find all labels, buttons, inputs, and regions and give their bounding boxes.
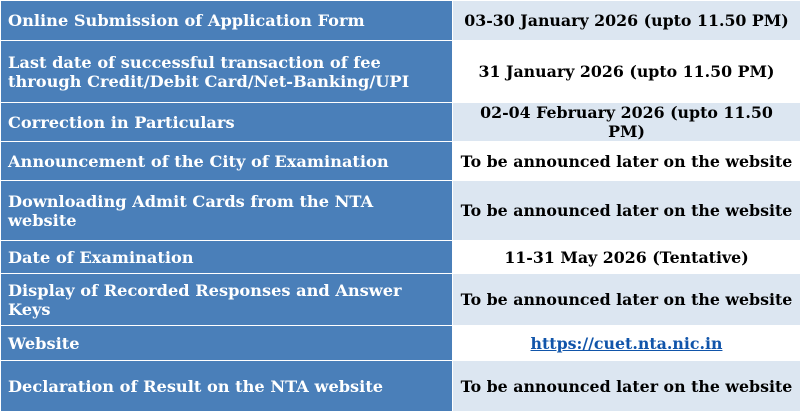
date-cell: 11-31 May 2026 (Tentative) [453, 241, 801, 274]
event-cell: Correction in Particulars [1, 103, 453, 142]
table-row [1, 1, 801, 41]
table-row [1, 41, 801, 103]
date-cell: To be announced later on the website [453, 142, 801, 181]
table-row [1, 181, 801, 241]
date-cell: To be announced later on the website [453, 361, 801, 412]
event-cell: Downloading Admit Cards from the NTA website [1, 181, 453, 241]
event-cell: Online Submission of Application Form [1, 1, 453, 41]
event-cell: Announcement of the City of Examination [1, 142, 453, 181]
table-row [1, 274, 801, 326]
table-row [1, 142, 801, 181]
table-row [1, 326, 801, 361]
event-cell: Display of Recorded Responses and Answer Keys [1, 274, 453, 326]
date-cell: To be announced later on the website [453, 181, 801, 241]
date-cell: 03-30 January 2026 (upto 11.50 PM) [453, 1, 801, 41]
event-cell: Last date of successful transaction of fee through Credit/Debit Card/Net-Banking/UPI [1, 41, 453, 103]
date-cell [453, 326, 801, 361]
event-cell: Website [1, 326, 453, 361]
event-cell: Declaration of Result on the NTA website [1, 361, 453, 412]
date-cell: 02-04 February 2026 (upto 11.50 PM) [453, 103, 801, 142]
date-cell: To be announced later on the website [453, 274, 801, 326]
event-cell: Date of Examination [1, 241, 453, 274]
table-row [1, 241, 801, 274]
table-row [1, 361, 801, 412]
date-cell: 31 January 2026 (upto 11.50 PM) [453, 41, 801, 103]
website-link[interactable]: https://cuet.nta.nic.in [530, 333, 723, 353]
table-row [1, 103, 801, 142]
